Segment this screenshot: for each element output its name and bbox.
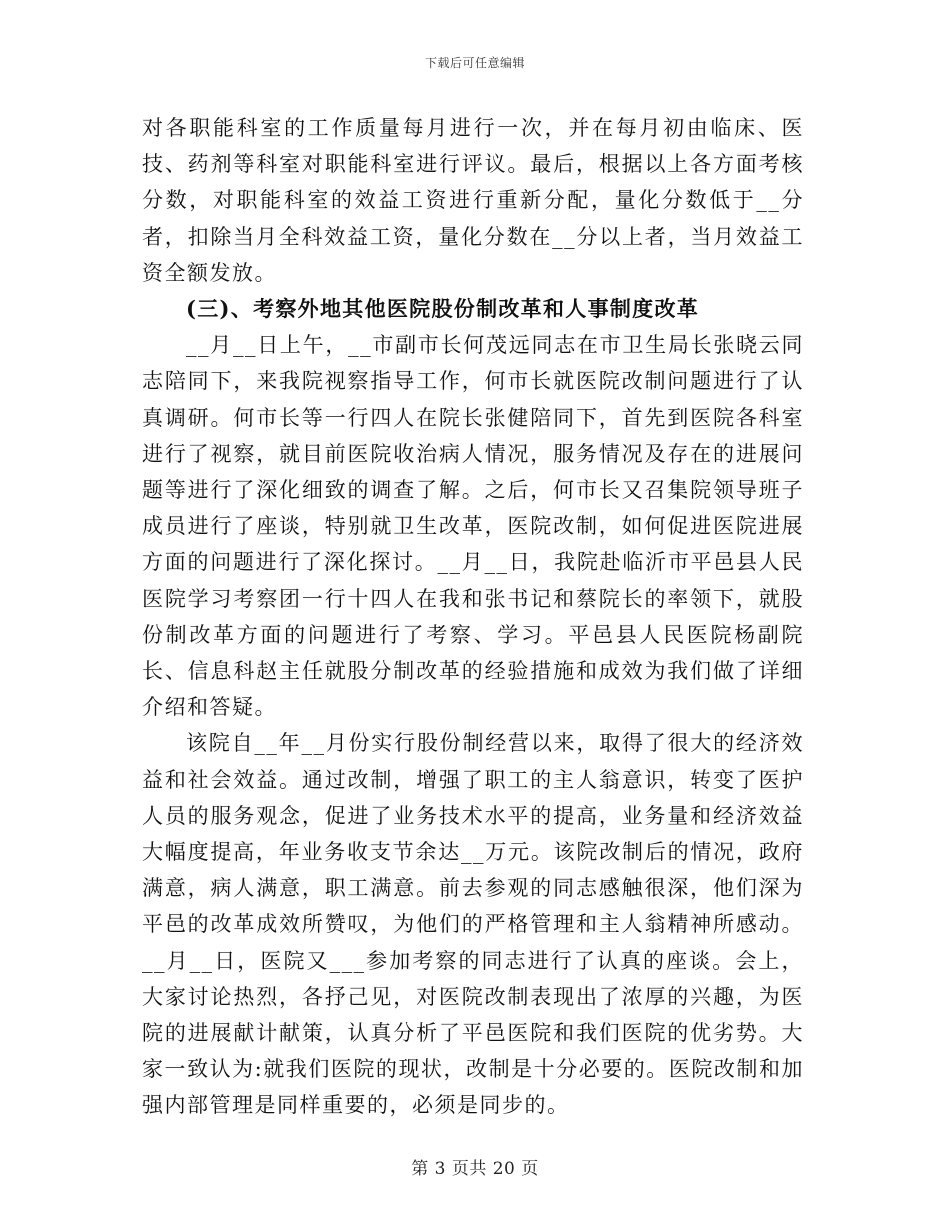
paragraph-2: __月__日上午，__市副市长何茂远同志在市卫生局长张晓云同志陪同下，来我院视察指导工作，何市长就医院改制问题进行了认真调研。何市长等一行四人在院长张健陪同下，首先到医院各科室进行了视察，就目前医院收治病人情况，服务情况及存在的进展问题等进行了深化细致的调查了解。之后，何市长又召集院领导班子成员进行了座谈，特别就卫生改革，医院改制，如何促进医院进展方面的问题进行了深化探讨。__月__日，我院赴临沂市平邑县人民医院学习考察团一行十四人在我和张书记和蔡院长的率领下，就股份制改革方面的问题进行了考察、学习。平邑县人民医院杨副院长、信息科赵主任就股分制改革的经验措施和成效为我们做了详细介绍和答疑。 [142, 333, 804, 720]
paragraph-1: 对各职能科室的工作质量每月进行一次，并在每月初由临床、医技、药剂等科室对职能科室进行评议。最后，根据以上各方面考核分数，对职能科室的效益工资进行重新分配，量化分数低于__分者，扣除当月全科效益工资，量化分数在__分以上者，当月效益工资全额发放。 [142, 116, 804, 285]
section-heading: (三)、考察外地其他医院股份制改革和人事制度改革 [186, 296, 700, 322]
document-body [142, 110, 804, 1124]
page-number-footer: 第 3 页共 20 页 [411, 1159, 539, 1179]
paragraph-3: 该院自__年__月份实行股份制经营以来，取得了很大的经济效益和社会效益。通过改制，增强了职工的主人翁意识，转变了医护人员的服务观念，促进了业务技术水平的提高，业务量和经济效益大幅度提高，年业务收支节余达__万元。该院改制后的情况，政府满意，病人满意，职工满意。前去参观的同志感触很深，他们深为平邑的改革成效所赞叹，为他们的严格管理和主人翁精神所感动。__月__日，医院又___参加考察的同志进行了认真的座谈。会上，大家讨论热烈，各抒己见，对医院改制表现出了浓厚的兴趣，为医院的进展献计献策，认真分析了平邑医院和我们医院的优劣势。大家一致认为:就我们医院的现状，改制是十分必要的。医院改制和加强内部管理是同样重要的，必须是同步的。 [142, 731, 804, 1118]
header-note: 下载后可任意编辑 [424, 56, 525, 70]
